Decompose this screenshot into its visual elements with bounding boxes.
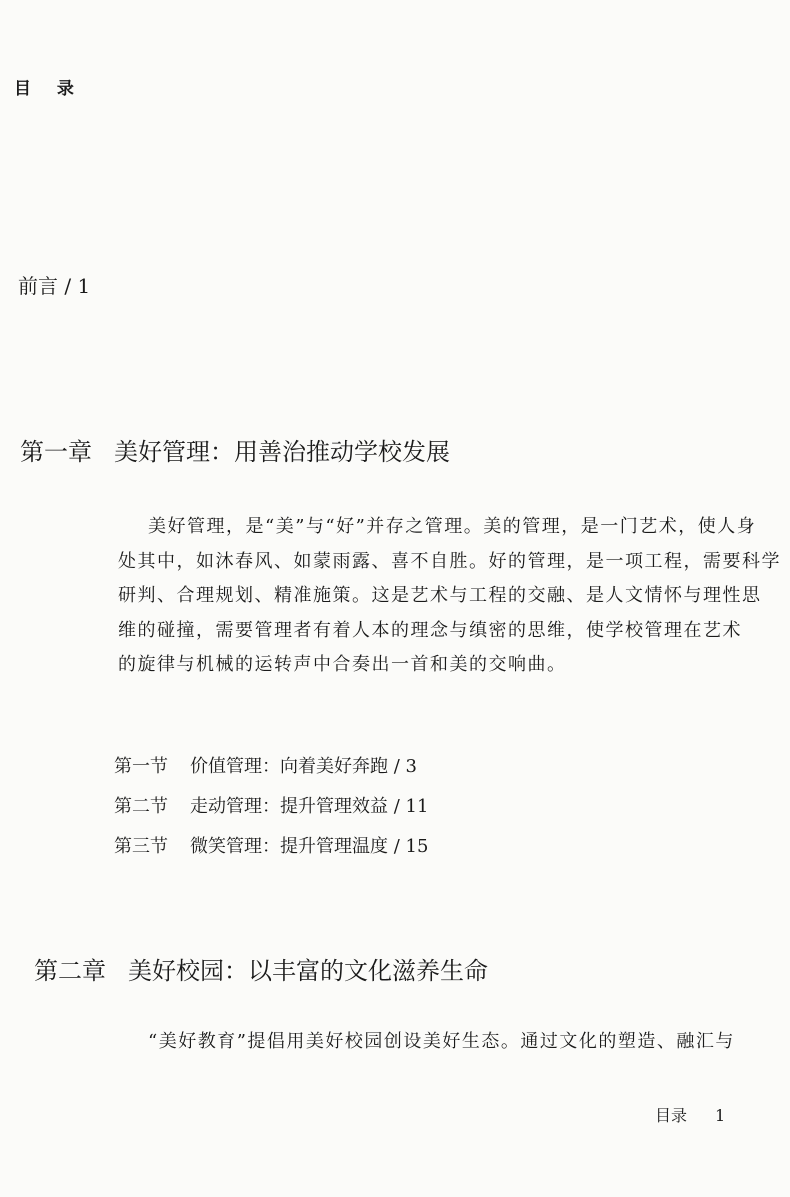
paragraph-line: 研判、合理规划、精准施策。这是艺术与工程的交融、是人文情怀与理性思 xyxy=(118,585,762,606)
page-footer xyxy=(655,1103,725,1126)
toc-entry-section[interactable] xyxy=(114,832,428,858)
paragraph-line: 处其中，如沐春风、如蒙雨露、喜不自胜。好的管理，是一项工程，需要科学 xyxy=(118,550,781,572)
chapter-title: 美好校园：以丰富的文化滋养生命 xyxy=(128,957,488,985)
chapter-heading-2[interactable] xyxy=(34,951,488,986)
paragraph-line: 美好管理，是“美”与“好”并存之管理。美的管理，是一门艺术，使人身 xyxy=(148,516,757,537)
paragraph-line: 的旋律与机械的运转声中合奏出一首和美的交响曲。 xyxy=(118,654,567,675)
chapter-intro-paragraph xyxy=(118,510,781,683)
toc-entry-section[interactable] xyxy=(114,752,417,778)
chapter-number: 第二章 xyxy=(34,957,106,985)
paragraph-line: 维的碰撞，需要管理者有着人本的理念与缜密的思维，使学校管理在艺术 xyxy=(118,619,742,641)
page-number: 1 xyxy=(715,1106,726,1125)
section-number: 第一节 xyxy=(114,756,168,777)
section-number: 第三节 xyxy=(114,836,168,857)
section-title: 价值管理：向着美好奔跑 / 3 xyxy=(190,756,417,777)
page-title: 目 录 xyxy=(14,79,84,99)
chapter-heading-1[interactable] xyxy=(20,432,450,467)
chapter-number: 第一章 xyxy=(20,438,92,466)
footer-label: 目录 xyxy=(655,1106,688,1125)
section-title: 微笑管理：提升管理温度 / 15 xyxy=(190,836,429,857)
section-number: 第二节 xyxy=(114,796,168,817)
chapter-intro-paragraph: “美好教育”提倡用美好校园创设美好生态。通过文化的塑造、融汇与 xyxy=(148,1031,735,1052)
chapter-title: 美好管理：用善治推动学校发展 xyxy=(114,438,450,466)
section-title: 走动管理：提升管理效益 / 11 xyxy=(190,796,429,817)
toc-entry-section[interactable] xyxy=(114,792,428,818)
toc-entry-preface[interactable]: 前言 / 1 xyxy=(18,274,91,298)
